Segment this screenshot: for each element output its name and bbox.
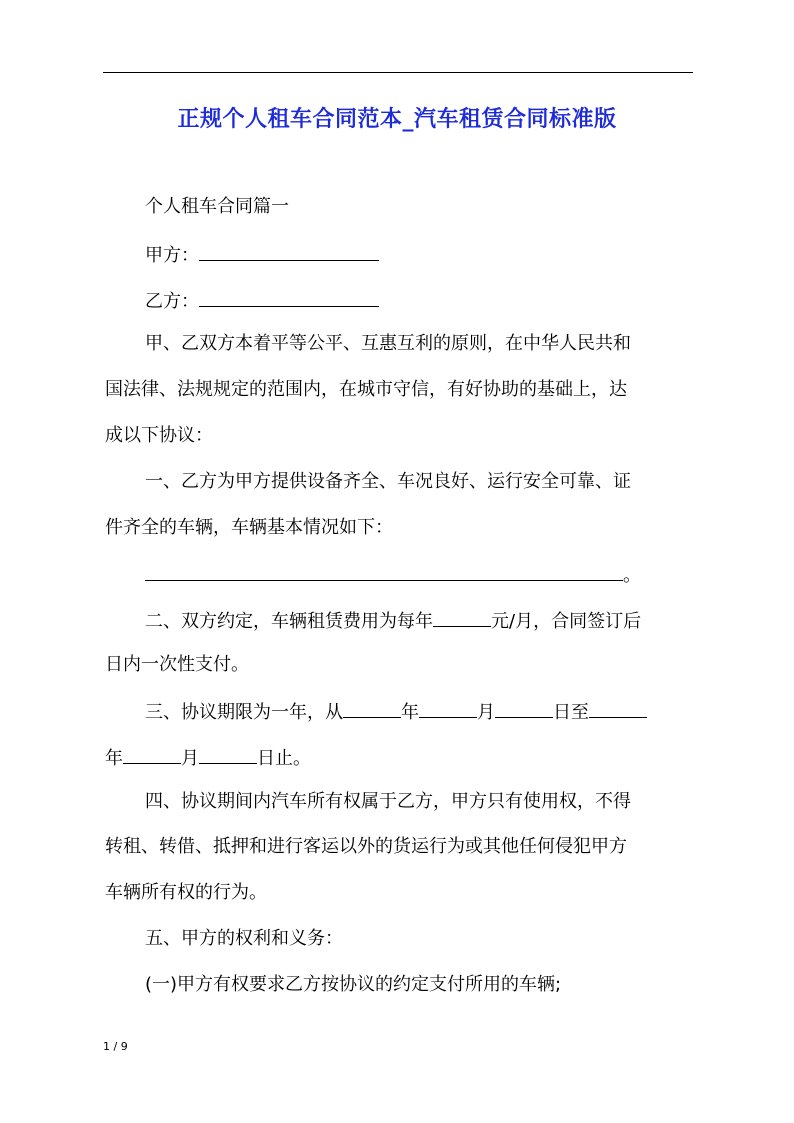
- rental-fee-blank: [433, 606, 491, 627]
- start-year-blank: [343, 697, 401, 718]
- party-a-line: [145, 240, 379, 269]
- clause3-year2: 年: [105, 748, 123, 769]
- clause2-line-2: 日内一次性支付。: [105, 654, 249, 675]
- clause5-item-1: (一)甲方有权要求乙方按协议的约定支付所用的车辆;: [145, 974, 562, 995]
- clause1-line-2: 件齐全的车辆，车辆基本情况如下：: [105, 517, 393, 538]
- end-day-blank: [199, 743, 257, 764]
- party-a-blank: [199, 240, 379, 261]
- clause3-line-2: [105, 743, 311, 772]
- clause3-month2: 月: [181, 748, 199, 769]
- clause4-line-2: 转租、转借、抵押和进行客运以外的货运行为或其他任何侵犯甲方: [105, 836, 627, 857]
- clause3-day-to: 日至: [553, 702, 589, 723]
- clause2-before: 二、双方约定，车辆租赁费用为每年: [145, 611, 433, 632]
- clause4-line-1: 四、协议期间内汽车所有权属于乙方，甲方只有使用权，不得: [145, 791, 631, 812]
- vehicle-details-blank: [145, 560, 623, 581]
- party-a-label: 甲方：: [145, 245, 199, 266]
- clause3-prefix: 三、协议期限为一年，从: [145, 702, 343, 723]
- clause2-line-1: [145, 606, 641, 635]
- clause1-line-1: 一、乙方为甲方提供设备齐全、车况良好、运行安全可靠、证: [145, 471, 631, 492]
- party-b-line: [145, 286, 379, 315]
- clause3-line-1: [145, 697, 647, 726]
- clause5-heading: 五、甲方的权利和义务：: [145, 928, 343, 949]
- party-b-label: 乙方：: [145, 291, 199, 312]
- intro-line-3: 成以下协议：: [105, 425, 213, 446]
- clause3-month: 月: [477, 702, 495, 723]
- clause2-after: 元/月，合同签订后: [491, 611, 642, 632]
- end-year-blank: [589, 697, 647, 718]
- end-month-blank: [123, 743, 181, 764]
- start-day-blank: [495, 697, 553, 718]
- clause4-line-3: 车辆所有权的行为。: [105, 882, 267, 903]
- intro-line-2: 国法律、法规规定的范围内，在城市守信，有好协助的基础上，达: [105, 379, 627, 400]
- vehicle-details-line: [145, 560, 641, 589]
- intro-line-1: 甲、乙双方本着平等公平、互惠互利的原则，在中华人民共和: [145, 333, 631, 354]
- clause3-end: 日止。: [257, 748, 311, 769]
- start-month-blank: [419, 697, 477, 718]
- page-number: 1 / 9: [103, 1040, 128, 1053]
- vehicle-details-end: 。: [623, 565, 641, 586]
- clause3-year: 年: [401, 702, 419, 723]
- party-b-blank: [199, 286, 379, 307]
- section-heading: 个人租车合同篇一: [145, 196, 289, 217]
- header-rule: [103, 72, 693, 73]
- document-title: 正规个人租车合同范本_汽车租赁合同标准版: [177, 107, 617, 132]
